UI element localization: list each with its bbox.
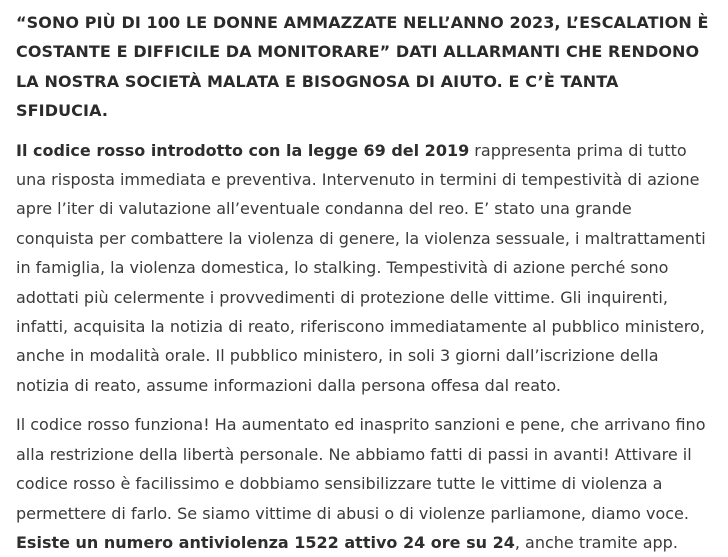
paragraph-body-end: , anche tramite app. xyxy=(514,532,678,552)
article-headline xyxy=(16,8,710,126)
paragraph-lead-bold: Il codice rosso introdotto con la legge 69 del 2019 xyxy=(16,140,470,160)
antiviolence-number-highlight: Esiste un numero antiviolenza 1522 attivo 24 ore su 24 xyxy=(16,532,515,552)
headline-text: “SONO PIÙ DI 100 LE DONNE AMMAZZATE NELL’ANNO 2023, L’ESCALATION È COSTANTE E DIFFICILE DA MONITORARE” DATI ALLARMANTI CHE RENDONO LA NOSTRA SOCIETÀ MALATA E BISOGNOSA DI AIUTO. E C’È TANTA SFIDUCIA. xyxy=(16,13,709,121)
paragraph-body-start: Il codice rosso funziona! Ha aumentato ed inasprito sanzioni e pene, che arrivano fino alla restrizione della libertà personale. Ne abbiamo fatti di passi in avanti! Attivare il codice rosso è facilissimo e dobbiamo sensibilizzare tutte le vittime di violenza a permettere di farlo. Se siamo vittime di abusi o di violenze parliamone, diamo voce. xyxy=(16,415,706,523)
paragraph-body-text: rappresenta prima di tutto una risposta immediata e preventiva. Intervenuto in termini di tempestività di azione apre l’iter di valutazione all’eventuale condanna del reo. E’ stato una grande conquista per combattere la violenza di genere, la violenza sessuale, i maltrattamenti in famiglia, la violenza domestica, lo stalking. Tempestività di azione perché sono adottati più celermente i provvedimenti di protezione delle vittime. Gli inquirenti, infatti, acquisita la notizia di reato, riferiscono immediatamente al pubblico ministero, anche in modalità orale. Il pubblico ministero, in soli 3 giorni dall’iscrizione della notizia di reato, assume informazioni dalla persona offesa dal reato. xyxy=(16,140,706,395)
paragraph-funziona xyxy=(16,410,710,557)
paragraph-codice-rosso xyxy=(16,136,710,401)
